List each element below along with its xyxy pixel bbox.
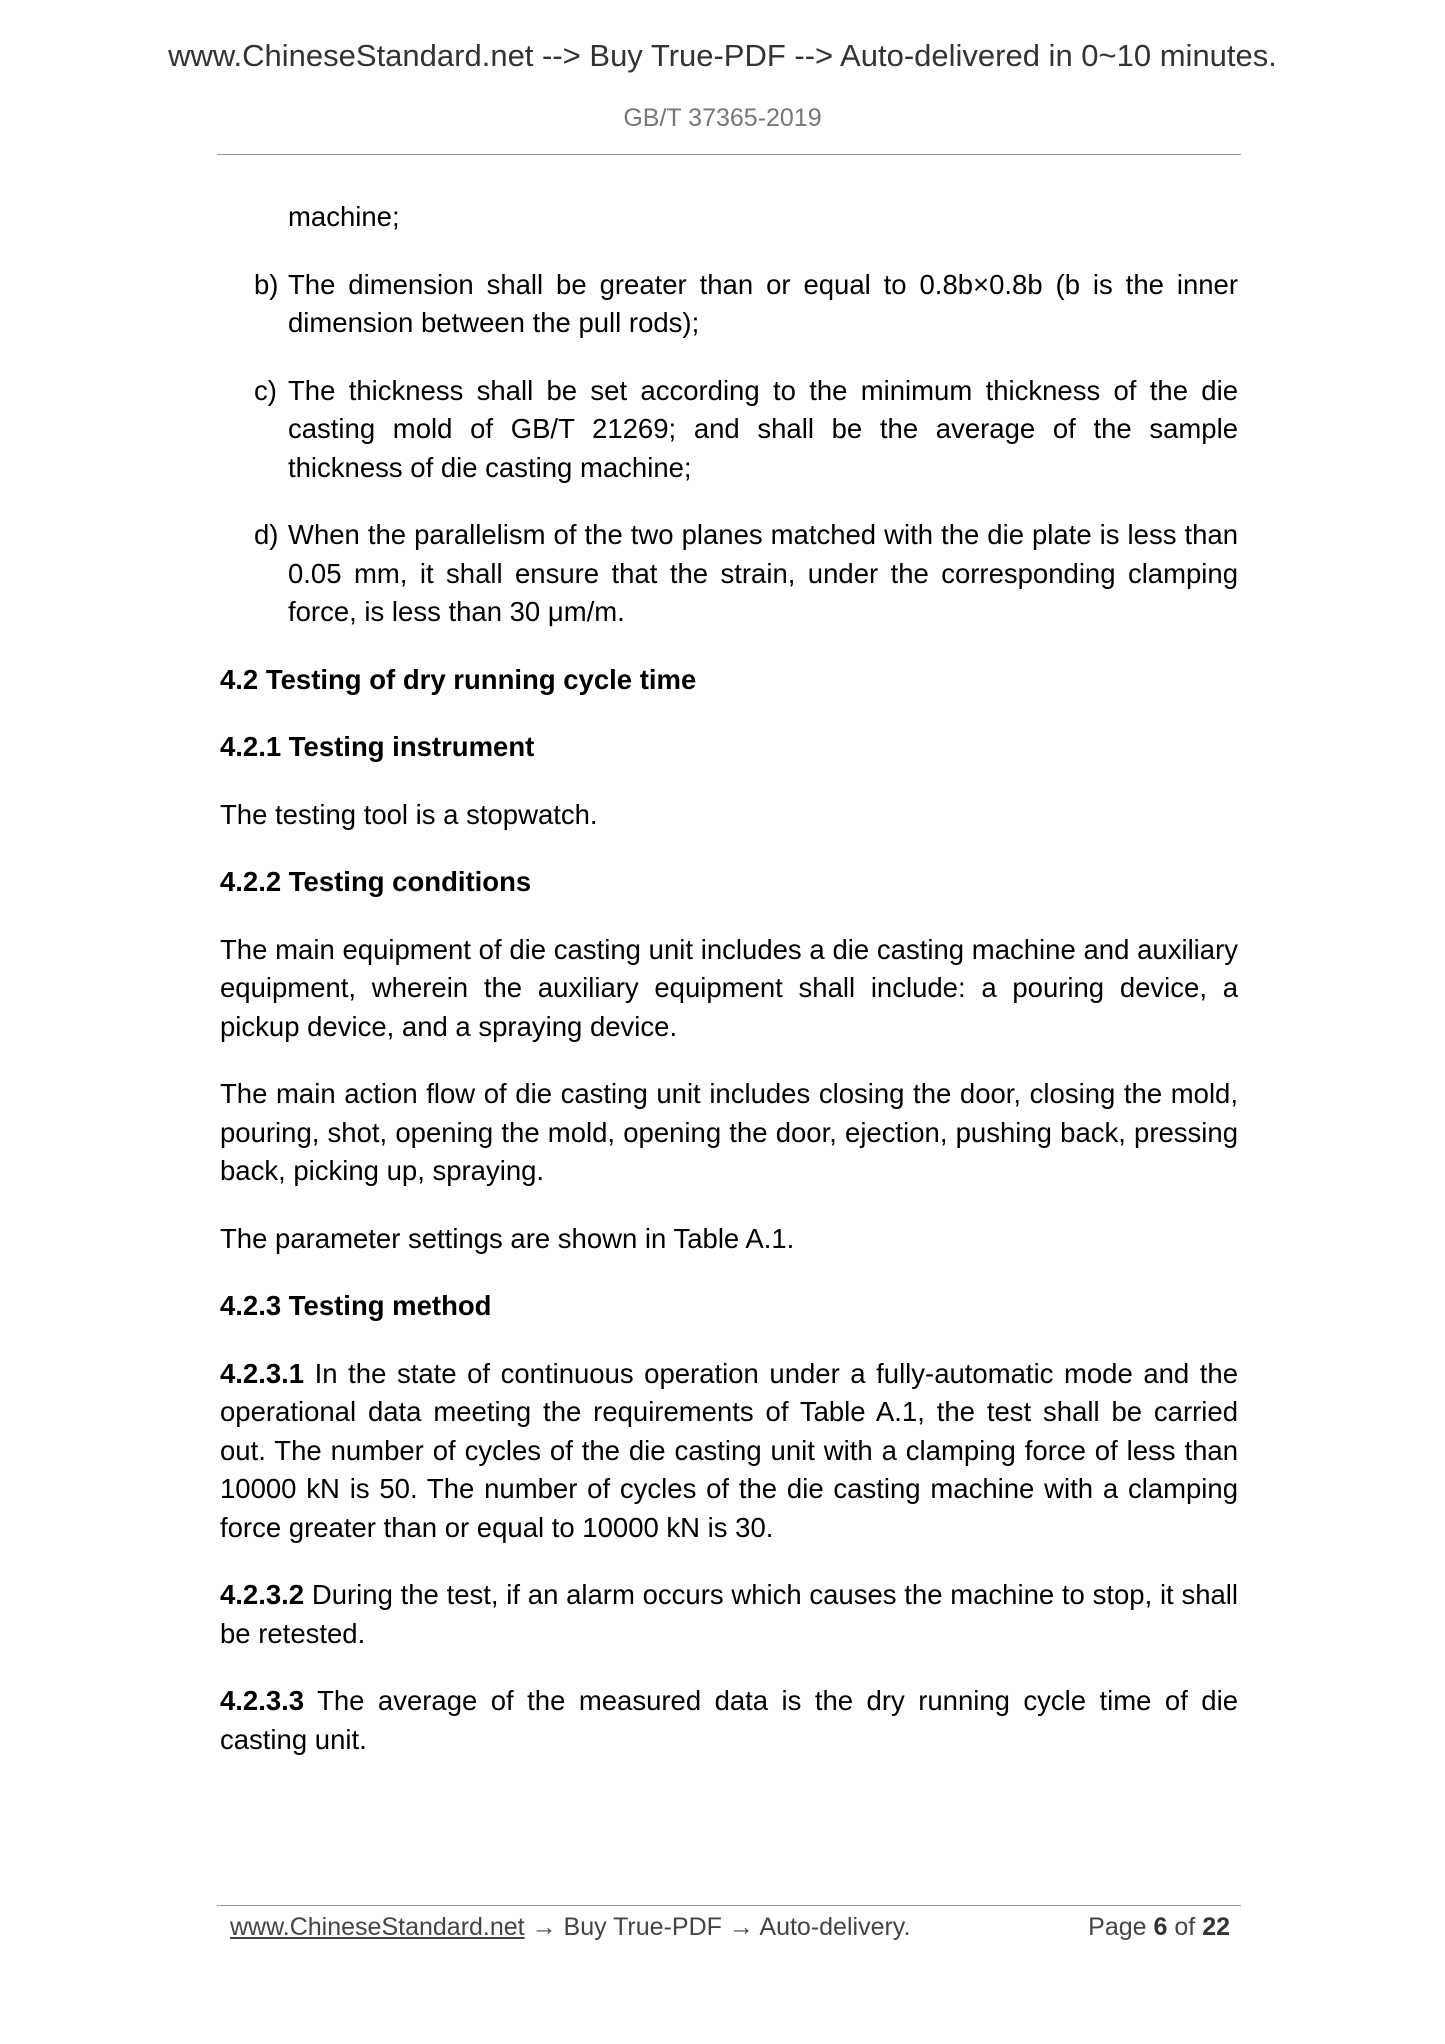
list-item-b [220,266,1238,343]
standard-code: GB/T 37365-2019 [623,104,822,132]
clause-4-2-3-2 [220,1576,1238,1653]
page-content [220,198,1238,1788]
footer-site-link[interactable]: www.ChineseStandard.net [230,1913,525,1941]
clause-4-2-3-1 [220,1355,1238,1548]
of-word: of [1174,1913,1196,1941]
clause-4-2-3-3 [220,1682,1238,1759]
list-text: The dimension shall be greater than or equal to 0.8b×0.8b (b is the inner dimension between the pull rods); [288,268,1238,338]
page-total: 22 [1202,1913,1230,1941]
clause-text: In the state of continuous operation under a fully-automatic mode and the operational data meeting the requirements of Table A.1, the test shall be carried out. The number of cycles of the die casting unit with a clamping force of less than 10000 kN is 50. The number of cycles of the die casting machine with a clamping force greater than or equal to 10000 kN is 30. [220,1357,1238,1543]
paragraph-conditions-2: The main action flow of die casting unit includes closing the door, closing the mold, pouring, shot, opening the mold, opening the door, ejection, pushing back, pressing back, picking up, spraying. [220,1078,1238,1186]
clause-text: During the test, if an alarm occurs which causes the machine to stop, it shall be retested. [220,1579,1239,1649]
paragraph-conditions-3: The parameter settings are shown in Table A.1. [220,1222,795,1254]
page-counter [1088,1907,1230,1947]
list-item-c [220,372,1238,488]
list-label: c) [254,374,277,406]
continuation-text: machine; [288,201,400,232]
footer-divider [217,1905,1241,1906]
list-text: When the parallelism of the two planes matched with the die plate is less than 0.05 mm, it shall ensure that the strain, under the corresponding clamping force, is less than 30 μm/m. [288,519,1238,627]
clause-number: 4.2.3.3 [220,1685,305,1716]
heading-4-2-3: 4.2.3 Testing method [220,1290,492,1321]
footer-text: → Buy True-PDF → Auto-delivery. [524,1913,911,1941]
list-label: d) [254,519,279,550]
site-banner: www.ChineseStandard.net --> Buy True-PDF --> Auto-delivered in 0~10 minutes. [168,38,1277,73]
paragraph-conditions-1: The main equipment of die casting unit includes a die casting machine and auxiliary equipment, wherein the auxiliary equipment shall include: a pouring device, a pickup device, and a spraying device. [220,933,1238,1042]
header-divider [217,154,1241,155]
heading-4-2: 4.2 Testing of dry running cycle time [220,663,697,695]
clause-number: 4.2.3.1 [220,1357,305,1389]
heading-4-2-2: 4.2.2 Testing conditions [220,866,532,897]
page-footer [230,1907,1230,1947]
clause-text: The average of the measured data is the dry running cycle time of die casting unit. [220,1685,1238,1755]
heading-4-2-1: 4.2.1 Testing instrument [220,731,535,762]
list-item-d [220,516,1238,632]
list-text: The thickness shall be set according to the minimum thickness of the die casting mold of GB/T 21269; and shall be the average of the sample thickness of die casting machine; [288,374,1238,483]
clause-number: 4.2.3.2 [220,1579,305,1610]
page-word: Page [1088,1913,1147,1941]
page-number: 6 [1153,1913,1168,1941]
list-label: b) [254,268,279,300]
paragraph-instrument: The testing tool is a stopwatch. [220,798,598,830]
